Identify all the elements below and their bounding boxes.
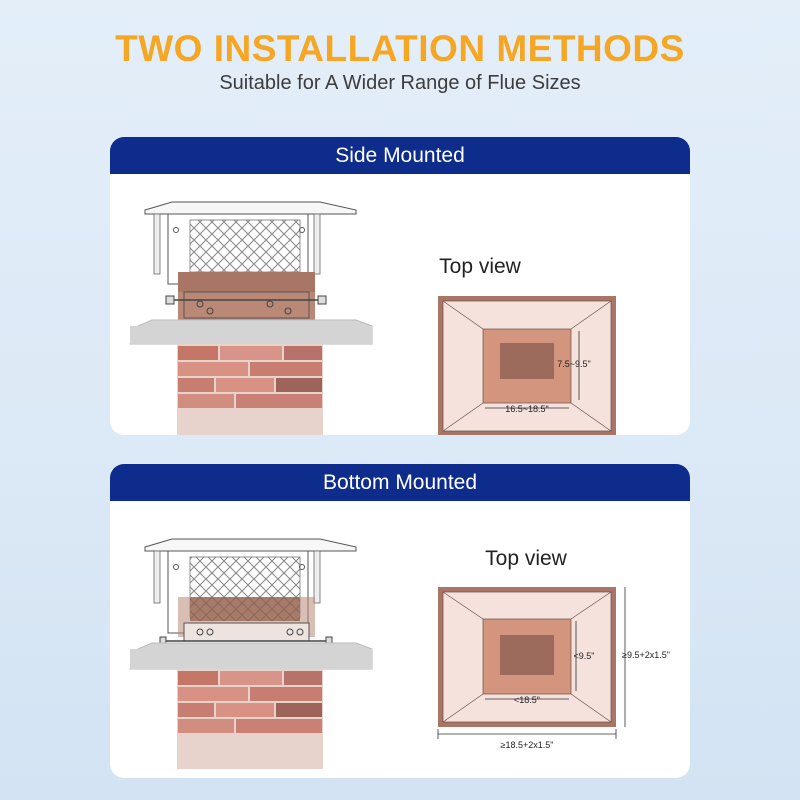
- side-mounted-illustration: [110, 174, 690, 435]
- dim-height-side: 7.5~9.5": [557, 359, 591, 369]
- chimney-cap-side: [145, 202, 356, 284]
- bottom-mounted-illustration: [110, 501, 690, 778]
- dim-inner-height-bottom: <9.5": [573, 651, 595, 661]
- flue-tile-bottom: [160, 597, 332, 647]
- side-mounted-header: Side Mounted: [110, 137, 690, 174]
- page-subtitle: Suitable for A Wider Range of Flue Sizes: [219, 72, 581, 94]
- bottom-mounted-header: Bottom Mounted: [110, 464, 690, 501]
- dim-outer-height-bottom: ≥9.5+2x1.5": [622, 650, 670, 660]
- brick-stack-side: [177, 344, 323, 435]
- top-view-diagram-bottom: [438, 587, 625, 739]
- dim-inner-width-bottom: <18.5": [514, 695, 540, 705]
- dim-width-side: 16.5~18.5": [505, 404, 549, 414]
- top-view-label: Top view: [485, 547, 567, 570]
- side-mounted-card: [110, 137, 690, 435]
- brick-stack-bottom: [177, 669, 323, 769]
- page-title: TWO INSTALLATION METHODS: [115, 28, 685, 69]
- bottom-mounted-card: [110, 464, 690, 778]
- dim-outer-width-bottom: ≥18.5+2x1.5": [500, 740, 554, 750]
- flue-tile-side: [166, 272, 326, 322]
- top-view-label: Top view: [439, 255, 521, 278]
